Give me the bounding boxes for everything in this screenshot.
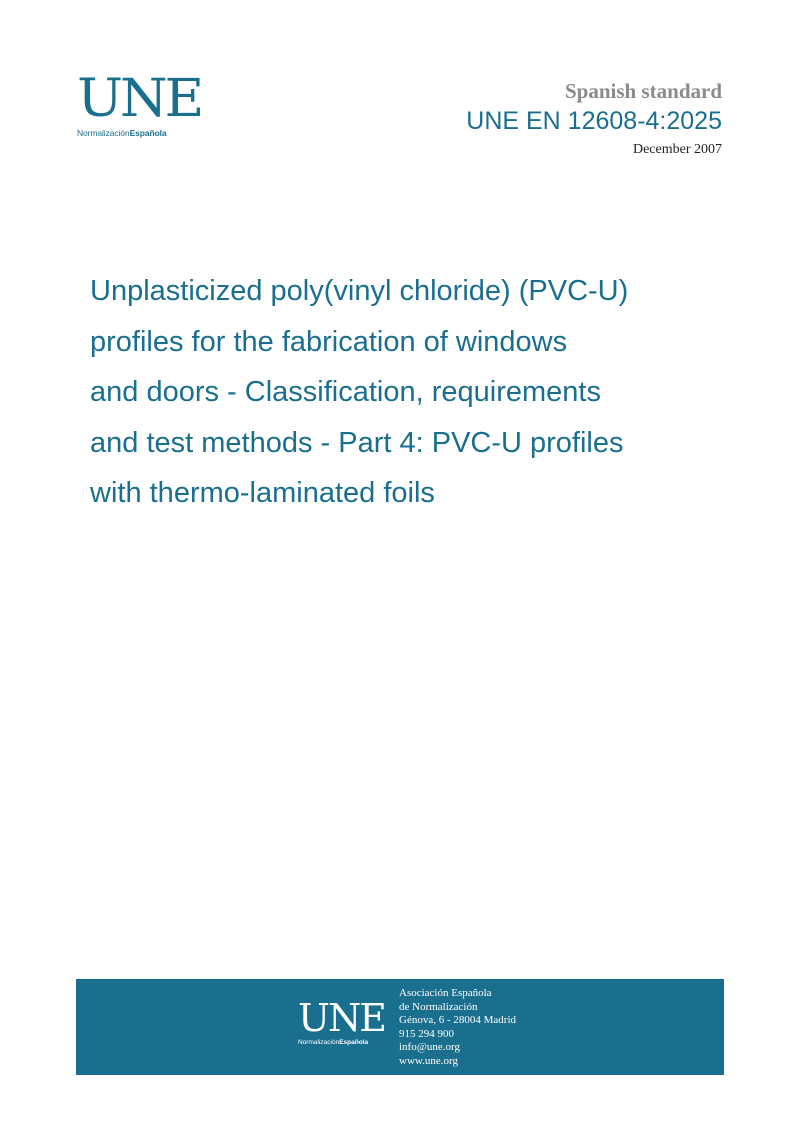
address-line: Génova, 6 - 28004 Madrid [399,1014,517,1026]
footer-logo-mark: UNE [298,996,386,1040]
email-address: info@une.org [399,1041,460,1053]
footer-band [76,979,724,1075]
document-header [466,78,722,162]
phone-number: 915 294 900 [399,1027,454,1040]
une-logo-mark: UNE [77,69,202,129]
logo-sub-regular: Normalización [77,128,130,138]
title-line: and test methods - Part 4: PVC-U profiles [90,426,624,459]
title-line: Unplasticized poly(vinyl chloride) (PVC-U) [90,275,629,307]
address-line: Asociación Española [399,987,492,999]
document-title [90,266,740,519]
logo-sub-bold: Española [129,128,167,138]
title-line: profiles for the fabrication of windows [90,325,568,358]
une-logo-subtitle [77,128,197,138]
website-address: www.une.org [399,1054,458,1067]
document-kind: Spanish standard [565,79,722,103]
footer-logo-subtitle [298,1039,388,1046]
footer-logo-sub-regular: Normalización [298,1039,340,1046]
publication-date: December 2007 [632,142,722,157]
title-line: with thermo-laminated foils [90,477,435,509]
footer-logo-sub-bold: Española [339,1039,369,1046]
address-line: de Normalización [399,1000,478,1013]
standard-code: UNE EN 12608-4:2025 [466,107,722,135]
footer-address [399,987,516,1068]
title-line: and doors - Classification, requirements [90,376,601,408]
footer-une-logo [298,996,388,1046]
une-logo [77,69,202,138]
